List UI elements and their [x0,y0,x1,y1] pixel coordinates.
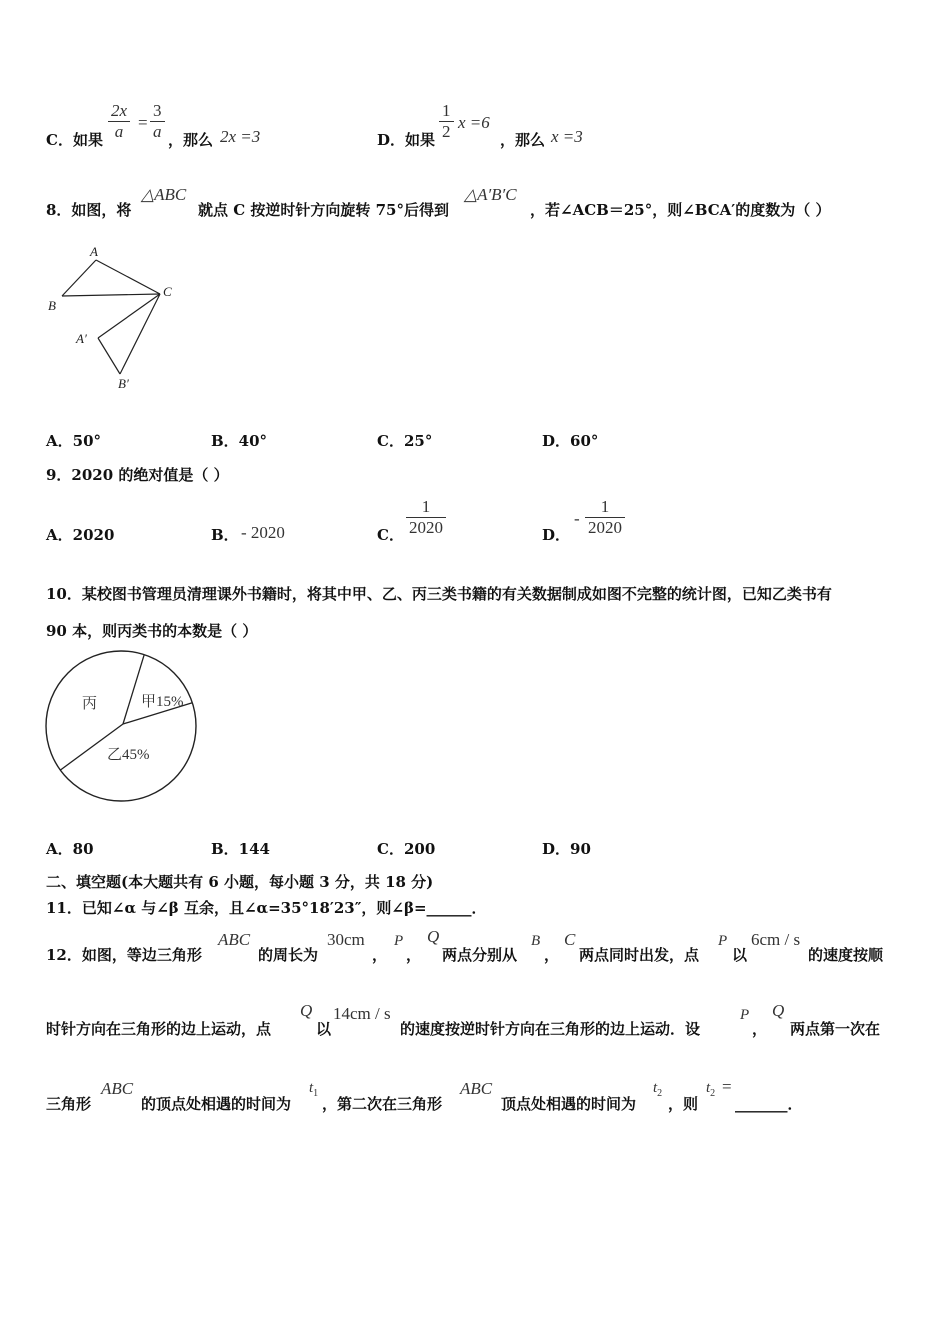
q12-l1-text-d: 两点同时出发，点 [579,946,700,964]
q12-l1-text-e: 以 [732,946,748,964]
q10-pie-label-yi: 乙45% [107,747,150,763]
q12-l2-q2: Q [772,1001,785,1020]
q9-option-d-sign: - [574,509,580,528]
q7-d-result: x =3 [551,127,583,146]
q8-option-b: B．40° [211,432,268,450]
q8-option-a: A．50° [46,432,102,450]
q7-d-then: ，那么 [500,131,546,149]
section-2-heading: 二、填空题(本大题共有 6 小题，每小题 3 分，共 18 分) [46,873,434,891]
q10-pie-label-bing: 丙 [82,696,98,712]
q7-d-label: D．如果 [377,131,436,149]
q10-pie-chart [44,648,198,804]
q12-l1-comma-3: ， [544,946,560,964]
q12-l2-text-b: 以 [316,1020,332,1038]
q12-l1-c: C [564,930,576,949]
q9-option-b-label: B． [211,526,239,544]
q12-l3-text-e: ，则 [668,1095,699,1113]
q11-stem: 11．已知∠α 与∠β 互余，且∠α=35°18′23″，则∠β=______． [46,899,487,917]
q9-option-b-value: - 2020 [241,523,285,542]
q12-l2-q: Q [300,1001,313,1020]
q10-option-d: D．90 [542,840,591,858]
q9-option-d-label: D． [542,526,571,544]
q12-l3-abc-2: ABC [460,1079,493,1098]
q8-triangle-a1b1c: △A′B′C [464,185,517,204]
q10-option-c: C．200 [377,840,436,858]
q9-option-a: A．2020 [46,526,115,544]
q12-l1-text-f: 的速度按顺 [808,946,884,964]
q12-l1-text-c: 两点分别从 [442,946,518,964]
q10-option-b: B．144 [211,840,270,858]
q8-option-c: C．25° [377,432,433,450]
q7-c-result: 2x =3 [220,127,261,146]
q7-c-fraction-2: $\frac{3}{a}$ [150,101,165,142]
q8-side-b1c [120,294,160,374]
q10-option-a: A．80 [46,840,94,858]
q8-side-bc [62,294,160,296]
q12-perimeter: 30cm [327,930,365,949]
q8-prefix: 8．如图，将 [46,201,132,219]
q8-middle-text: 就点 C 按逆时针方向旋转 75°后得到 [198,201,449,219]
q9-option-c-label: C． [377,526,404,544]
q12-speed-q: 14cm / s [333,1004,391,1023]
q12-l3-text-b: 的顶点处相遇的时间为 [141,1095,292,1113]
q8-label-a: A [90,244,98,259]
q12-t2: $t_2$ [653,1080,663,1099]
q8-side-ab [62,260,96,296]
q12-l3-abc: ABC [101,1079,134,1098]
q12-l2-text-c: 的速度按逆时针方向在三角形的边上运动．设 [400,1020,701,1038]
q12-l1-q: Q [427,927,440,946]
q8-option-d: D．60° [542,432,599,450]
q12-l1-abc: ABC [218,930,251,949]
q8-label-b: B [48,298,56,313]
q12-l1-p: P [394,933,404,949]
q12-answer-blank[interactable]: _______． [735,1095,803,1113]
q12-l3-text-a: 三角形 [46,1095,92,1113]
q9-option-c-fraction: $\frac{1}{2020}$ [406,497,446,538]
q10-stem-line-1: 10．某校图书管理员清理课外书籍时，将其中甲、乙、丙三类书籍的有关数据制成如图不完整的统计图，已知乙类书有 [46,585,832,603]
q7-d-fraction: $\frac{1}{2}$ [439,101,454,142]
q12-l2-comma: ， [752,1020,768,1038]
q12-l1-comma-2: ， [406,946,422,964]
q9-stem: 9．2020 的绝对值是（ ） [46,466,229,484]
q7-d-expr: x =6 [458,113,490,132]
q12-l1-text-b: 的周长为 [258,946,319,964]
q12-t1: $t_1$ [309,1080,319,1099]
q12-l1-b: B [531,933,541,949]
q12-l3-text-d: 顶点处相遇的时间为 [501,1095,637,1113]
q7-c-equals: = [138,113,148,132]
q12-l3-text-c: ，第二次在三角形 [322,1095,443,1113]
q8-tail: ，若∠ACB＝25°，则∠BCA′的度数为（ ） [530,201,831,219]
q10-stem-line-2: 90 本，则丙类书的本数是（ ） [46,622,258,640]
q12-l1-text-a: 12．如图，等边三角形 [46,946,202,964]
q8-triangle-abc: △ABC [141,185,187,204]
q12-l2-text-a: 时针方向在三角形的边上运动，点 [46,1020,272,1038]
q8-rotation-figure [44,240,184,390]
q12-speed-p: 6cm / s [751,930,801,949]
q7-c-fraction-1: $\frac{2x}{a}$ [108,101,130,142]
q12-t2-answer: $t_2$ [706,1080,716,1099]
q7-c-label: C．如果 [46,131,103,149]
q9-option-d-fraction: $\frac{1}{2020}$ [585,497,625,538]
q12-equals: = [722,1077,732,1096]
q8-label-a-prime: A′ [76,331,87,346]
q12-l1-comma-1: ， [372,946,388,964]
q10-pie-label-jia: 甲15% [141,694,184,710]
q8-side-a1c [98,294,160,338]
q8-side-a1b1 [98,338,120,374]
q12-l2-p: P [740,1007,750,1023]
q12-l2-text-d: 两点第一次在 [790,1020,881,1038]
q7-c-then: ，那么 [168,131,214,149]
q8-label-c: C [163,284,172,299]
q8-side-ac [96,260,160,294]
q12-l1-p2: P [718,933,728,949]
q8-label-b-prime: B′ [118,376,129,390]
